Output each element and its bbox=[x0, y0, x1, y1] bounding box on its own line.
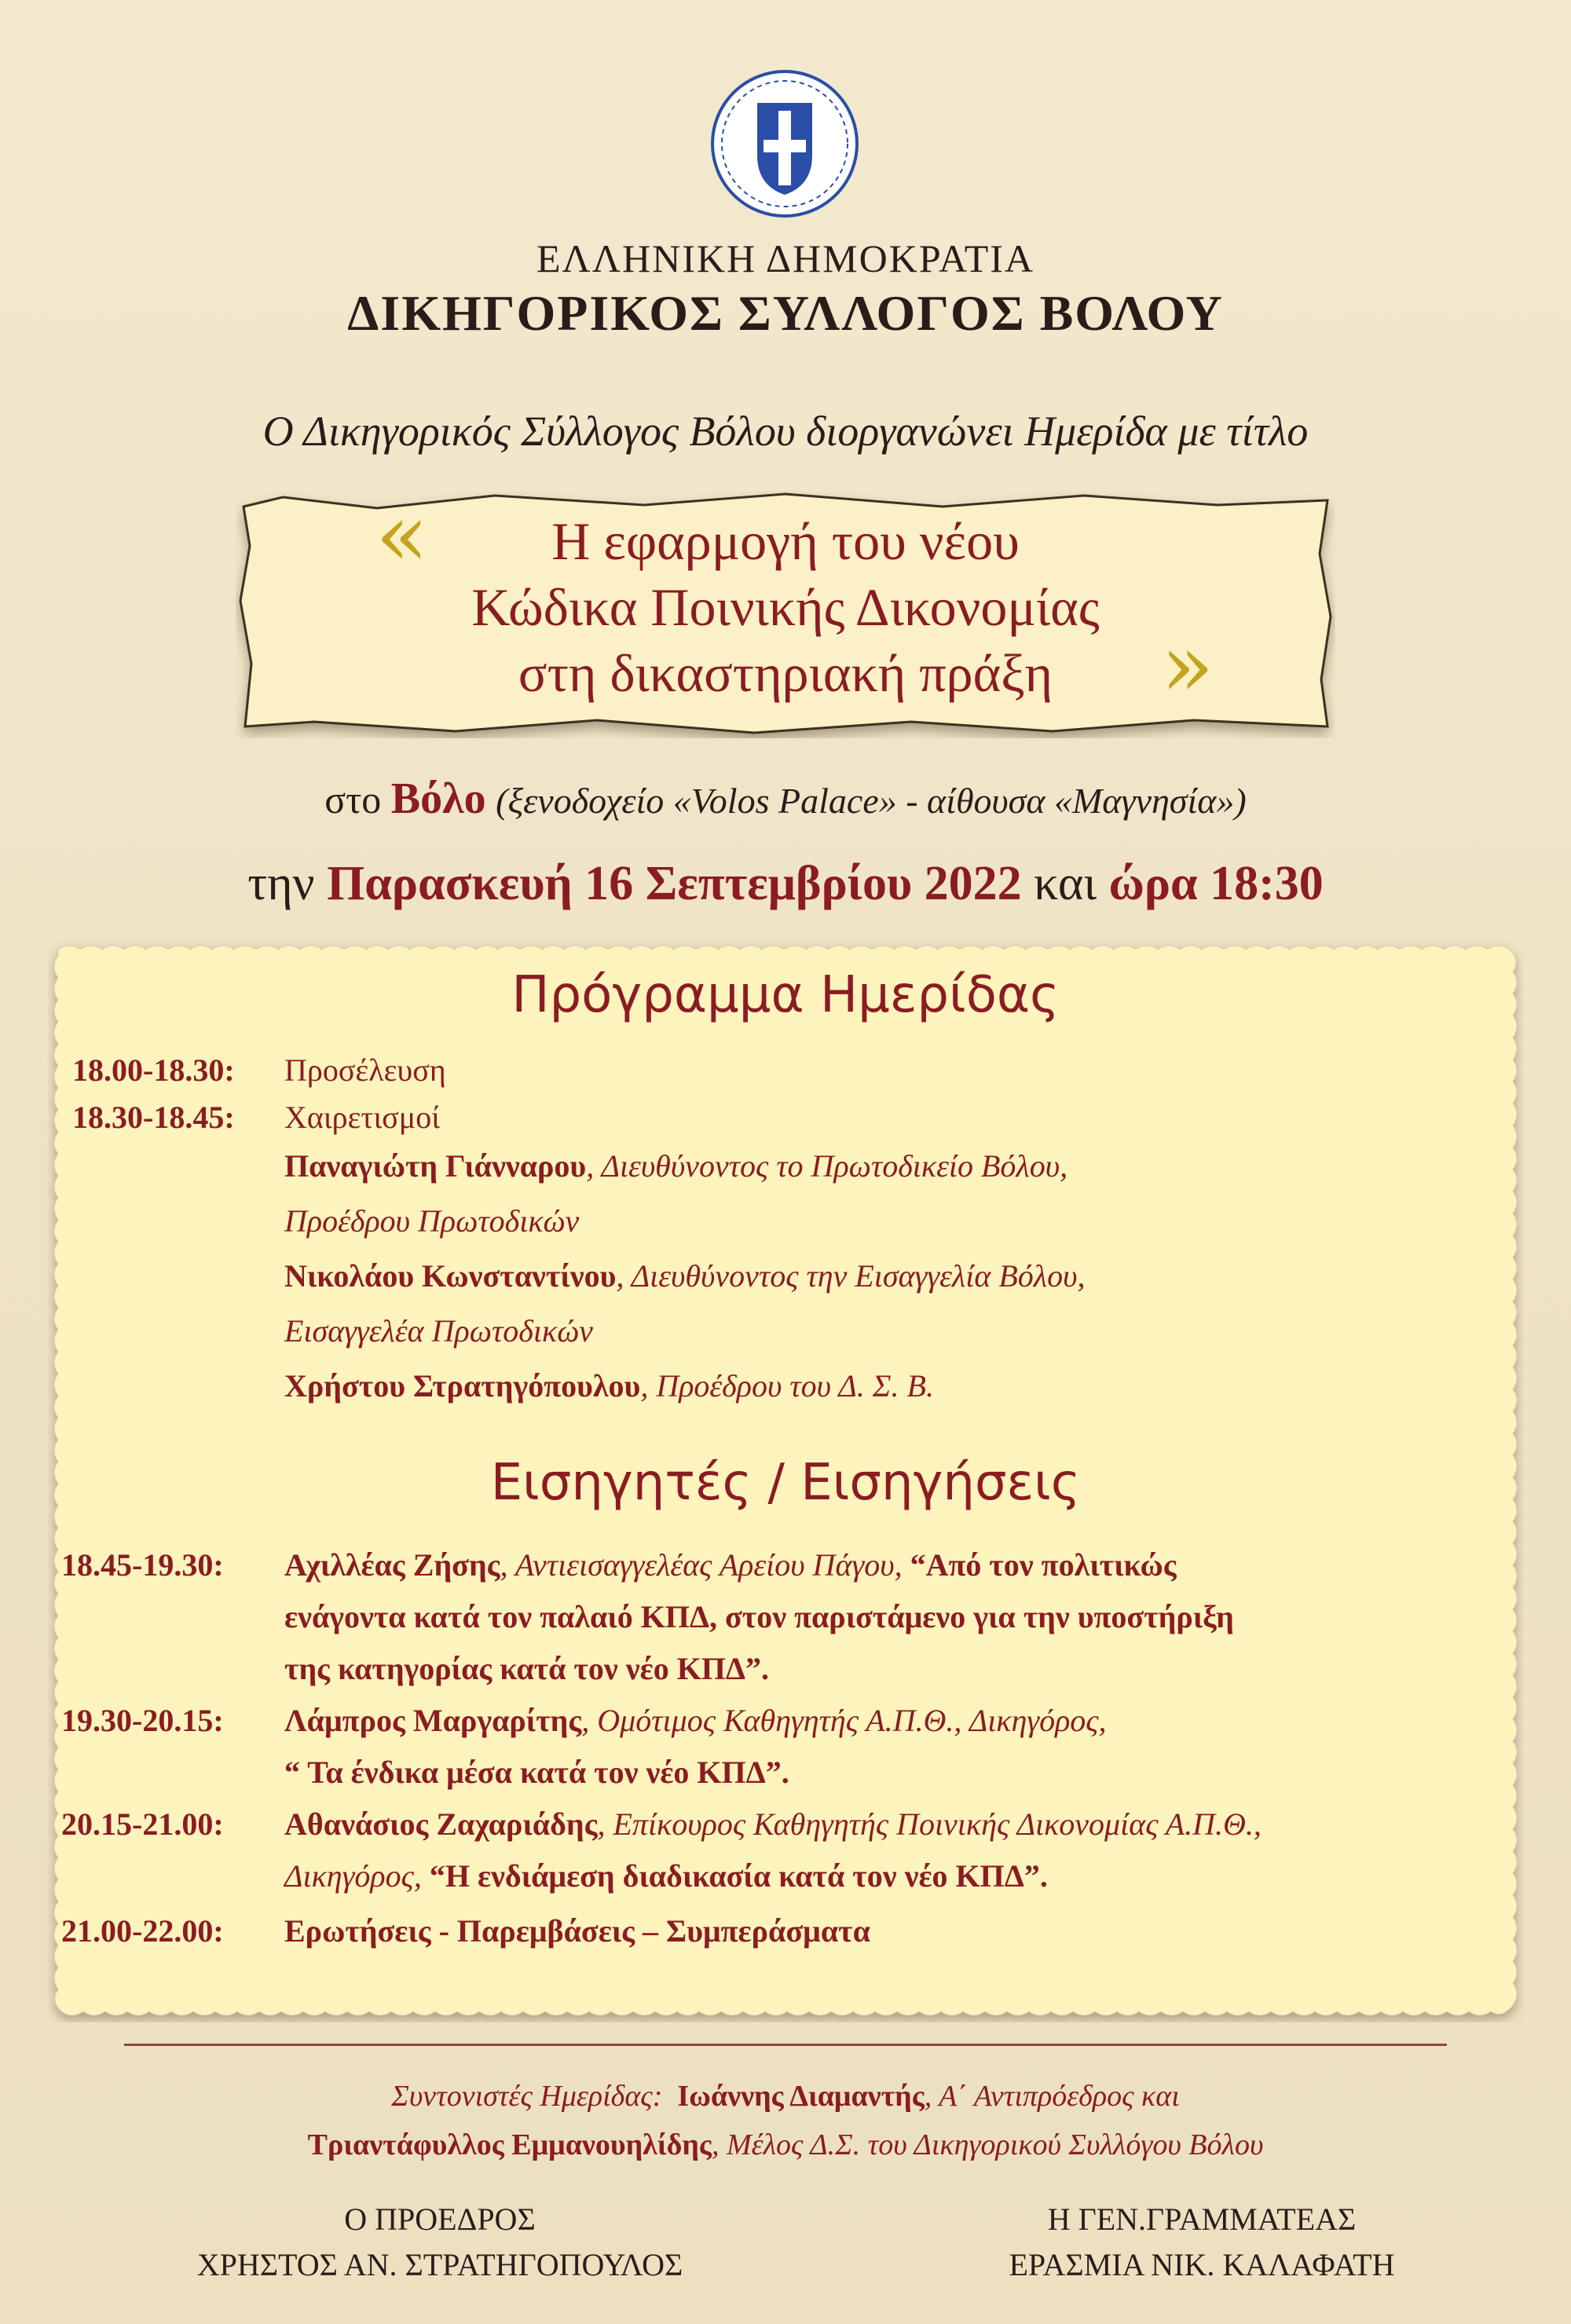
coordinators-line-2 bbox=[0, 2121, 1571, 2169]
date-time: ώρα 18:30 bbox=[1108, 857, 1324, 910]
venue-line bbox=[0, 774, 1571, 824]
signature-left bbox=[126, 2197, 754, 2288]
talk-title-line: της κατηγορίας κατά τον νέο ΚΠΔ”. bbox=[284, 1651, 769, 1686]
speakers-title: Εισηγητές / Εισηγήσεις bbox=[490, 1454, 1081, 1512]
signature-right bbox=[888, 2197, 1516, 2288]
date-day: Παρασκευή 16 Σεπτεμβρίου 2022 bbox=[327, 857, 1022, 910]
talk-row bbox=[284, 1543, 1177, 1587]
greek-emblem-icon bbox=[709, 68, 861, 220]
talk-time: 20.15-21.00: bbox=[61, 1806, 224, 1842]
talk-role: , Ομότιμος Καθηγητής Α.Π.Θ., Δικηγόρος, bbox=[581, 1703, 1107, 1738]
greeting-name: Χρήστου Στρατηγόπουλου bbox=[284, 1368, 641, 1404]
talk-time: 18.45-19.30: bbox=[61, 1547, 224, 1583]
talk-row bbox=[284, 1699, 1107, 1743]
signature-title: Ο ΠΡΟΕΔΡΟΣ bbox=[344, 2201, 536, 2237]
program-item bbox=[72, 1049, 235, 1092]
coordinator-role: , Α΄ Αντιπρόεδρος και bbox=[924, 2080, 1180, 2113]
divider bbox=[124, 2044, 1447, 2046]
program-title: Πρόγραμμα Ημερίδας bbox=[511, 966, 1060, 1024]
venue-details: (ξενοδοχείο «Volos Palace» - αίθουσα «Μαγνησία») bbox=[496, 781, 1247, 821]
talk-time: 21.00-22.00: bbox=[61, 1913, 224, 1949]
date-line bbox=[0, 856, 1571, 912]
date-prefix: την bbox=[247, 857, 315, 910]
greeting-row bbox=[284, 1144, 1067, 1188]
program-item-label: Χαιρετισμοί bbox=[284, 1100, 440, 1135]
greeting-row bbox=[284, 1254, 1085, 1298]
talk-time: 19.30-20.15: bbox=[61, 1703, 224, 1738]
talk-title: “Από τον πολιτικώς bbox=[902, 1547, 1177, 1583]
date-middle: και bbox=[1034, 857, 1097, 910]
venue-city: Βόλο bbox=[390, 774, 486, 823]
title-banner bbox=[236, 485, 1335, 738]
talk-speaker: Αθανάσιος Ζαχαριάδης bbox=[284, 1806, 598, 1842]
item-time: 18.30-18.45: bbox=[72, 1100, 235, 1135]
greeting-role: , Προέδρου του Δ. Σ. Β. bbox=[640, 1368, 934, 1404]
greeting-name: Παναγιώτη Γιάνναρου bbox=[284, 1148, 587, 1184]
talk-title: “Η ενδιάμεση διαδικασία κατά τον νέο ΚΠΔ”. bbox=[421, 1858, 1048, 1894]
signature-name: ΧΡΗΣΤΟΣ ΑΝ. ΣΤΡΑΤΗΓΟΠΟΥΛΟΣ bbox=[196, 2247, 683, 2282]
signature-name: ΕΡΑΣΜΙΑ ΝΙΚ. ΚΑΛΑΦΑΤΗ bbox=[1009, 2247, 1395, 2282]
talk-row bbox=[284, 1909, 870, 1953]
talk-title-line: Δικηγόρος, “Η ενδιάμεση διαδικασία κατά τον νέο ΚΠΔ”. bbox=[284, 1858, 1048, 1894]
banner-line-2: Κώδικα Ποινικής Δικονομίας bbox=[471, 577, 1100, 637]
coordinator-name: Τριαντάφυλλος Εμμανουηλίδης bbox=[307, 2128, 712, 2161]
coordinator-role: , Μέλος Δ.Σ. του Δικηγορικού Συλλόγου Βόλου bbox=[711, 2128, 1264, 2161]
talk-speaker: Αχιλλέας Ζήσης bbox=[284, 1547, 500, 1583]
item-time: 18.00-18.30: bbox=[72, 1052, 235, 1088]
coordinator-name: Ιωάννης Διαμαντής bbox=[677, 2080, 925, 2113]
talk-role: , Αντιεισαγγελέας Αρείου Πάγου, bbox=[500, 1547, 903, 1583]
open-quote-icon: « bbox=[375, 485, 429, 585]
program-box bbox=[47, 939, 1524, 2022]
program-item bbox=[72, 1096, 235, 1140]
talk-title-line: ενάγοντα κατά τον παλαιό ΚΠΔ, στον παριστάμενο για την υποστήριξη bbox=[284, 1599, 1234, 1634]
greeting-role: , Διευθύνοντος το Πρωτοδικείο Βόλου, bbox=[586, 1148, 1068, 1184]
venue-prefix: στο bbox=[324, 778, 382, 822]
talk-title-line: “ Τα ένδικα μέσα κατά τον νέο ΚΠΔ”. bbox=[284, 1755, 789, 1790]
greeting-row bbox=[284, 1364, 934, 1408]
greeting-role: , Διευθύνοντος την Εισαγγελία Βόλου, bbox=[616, 1258, 1086, 1294]
talk-role: , Επίκουρος Καθηγητής Ποινικής Δικονομίας Α.Π.Θ., bbox=[597, 1806, 1262, 1842]
talk-speaker: Ερωτήσεις - Παρεμβάσεις – Συμπεράσματα bbox=[284, 1913, 870, 1949]
talk-speaker: Λάμπρος Μαργαρίτης bbox=[284, 1703, 582, 1738]
banner-line-1: Η εφαρμογή του νέου bbox=[551, 511, 1020, 571]
greeting-role-line: Εισαγγελέα Πρωτοδικών bbox=[284, 1313, 593, 1349]
talk-row bbox=[284, 1802, 1262, 1846]
country-name: ΕΛΛΗΝΙΚΗ ΔΗΜΟΚΡΑΤΙΑ bbox=[536, 236, 1035, 280]
intro-text: Ο Δικηγορικός Σύλλογος Βόλου διοργανώνει Ημερίδα με τίτλο bbox=[262, 408, 1309, 455]
greeting-role-line: Προέδρου Πρωτοδικών bbox=[284, 1203, 580, 1239]
association-name: ΔΙΚΗΓΟΡΙΚΟΣ ΣΥΛΛΟΓΟΣ ΒΟΛΟΥ bbox=[347, 285, 1224, 341]
coordinators-block bbox=[0, 2072, 1571, 2169]
close-quote-icon: » bbox=[1161, 615, 1214, 715]
banner-line-3: στη δικαστηριακή πράξη bbox=[518, 643, 1053, 703]
coordinators-label: Συντονιστές Ημερίδας: bbox=[391, 2080, 663, 2113]
coordinators-line-1 bbox=[0, 2072, 1571, 2121]
greeting-name: Νικολάου Κωνσταντίνου bbox=[284, 1258, 617, 1294]
signature-title: Η ΓΕΝ.ΓΡΑΜΜΑΤΕΑΣ bbox=[1047, 2201, 1357, 2237]
program-item-label: Προσέλευση bbox=[284, 1052, 446, 1088]
